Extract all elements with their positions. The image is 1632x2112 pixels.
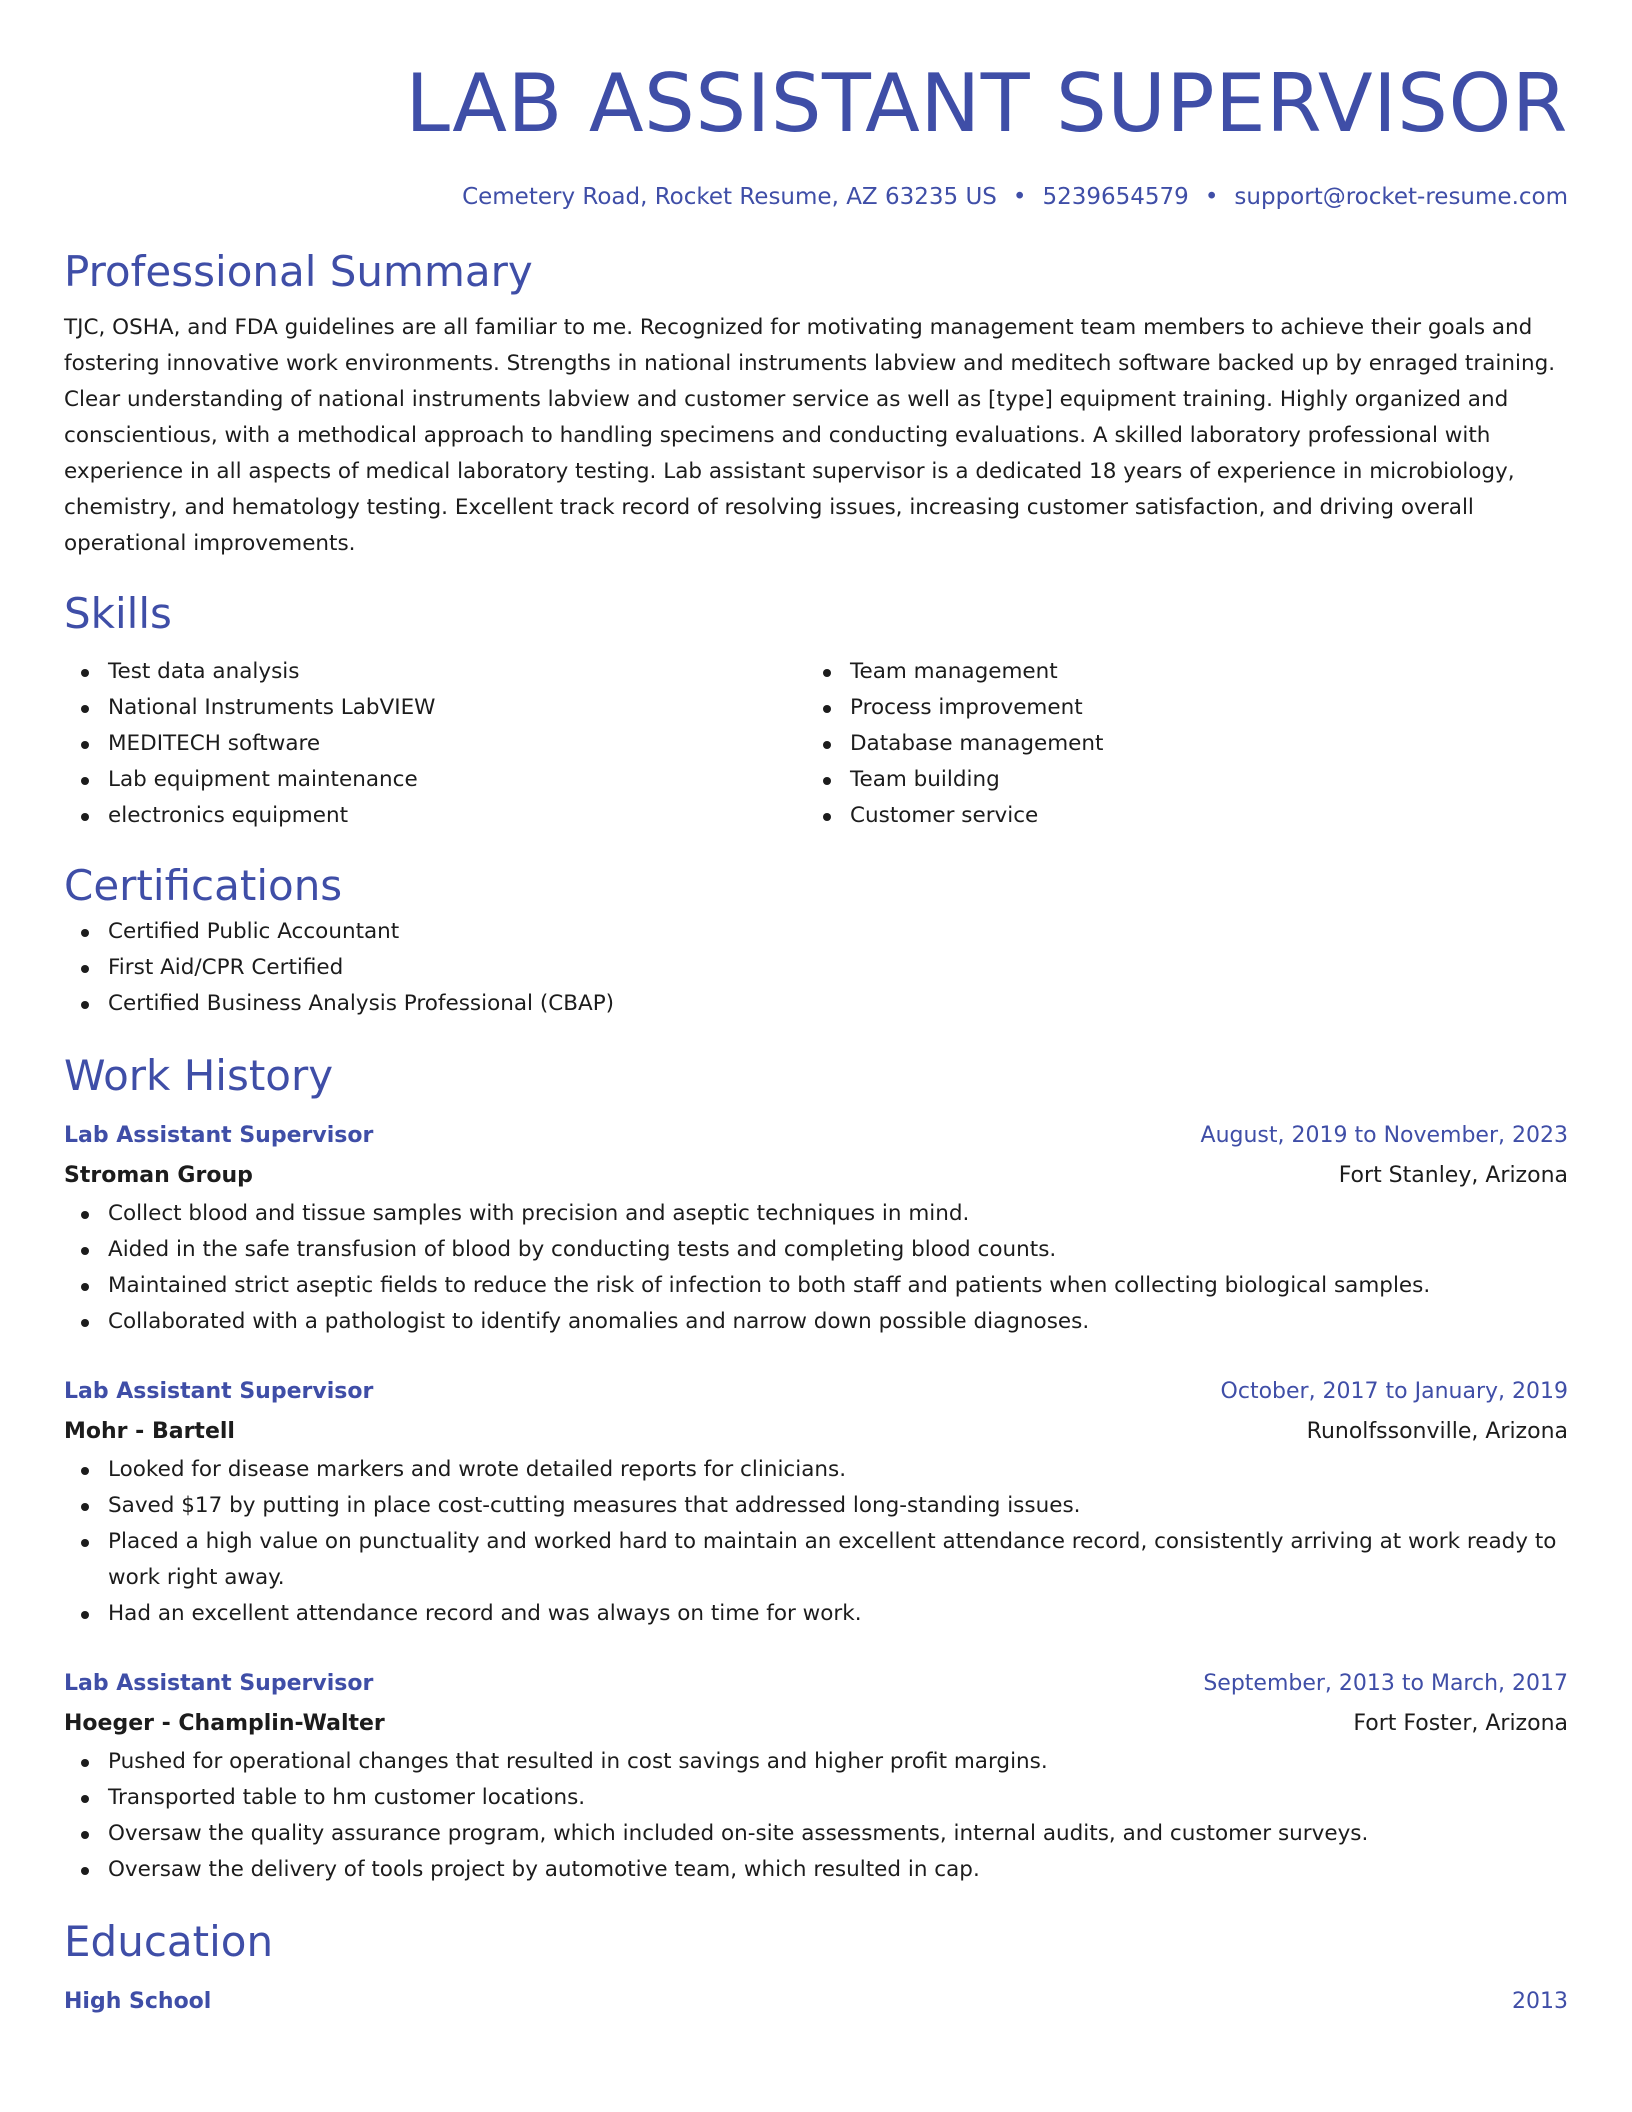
- skill-item: National Instruments LabVIEW: [64, 690, 806, 726]
- contact-line: [64, 180, 1568, 214]
- summary-text: TJC, OSHA, and FDA guidelines are all familiar to me. Recognized for motivating management team members to achieve their goals and fostering innovative work environments. Strengths in national instruments labview and meditech software backed up by enraged training. Clear understanding of national instruments labview and customer service as well as [type] equipment training. Highly organized and conscientious, with a methodical approach to handling specimens and conducting evaluations. A skilled laboratory professional with experience in all aspects of medical laboratory testing. Lab assistant supervisor is a dedicated 18 years of experience in microbiology, chemistry, and hematology testing. Excellent track record of resolving issues, increasing customer satisfaction, and driving overall operational improvements.: [64, 315, 1556, 556]
- job-bullet: Pushed for operational changes that resulted in cost savings and higher profit margins.: [64, 1744, 1568, 1780]
- education-entry: [64, 1982, 1568, 2022]
- resume-header: [64, 0, 1568, 214]
- skill-item: Team building: [806, 762, 1548, 798]
- section-title-certifications: Certifications: [64, 861, 343, 910]
- job-entry: [64, 1372, 1568, 1632]
- skill-item: electronics equipment: [64, 798, 806, 834]
- job-bullet: Oversaw the delivery of tools project by automotive team, which resulted in cap.: [64, 1852, 1568, 1888]
- job-dates: September, 2013 to March, 2017: [1203, 1671, 1568, 1696]
- job-bullet: Had an excellent attendance record and was always on time for work.: [64, 1596, 1568, 1632]
- job-title: Lab Assistant Supervisor: [64, 1671, 374, 1696]
- job-bullet: Collect blood and tissue samples with precision and aseptic techniques in mind.: [64, 1196, 1568, 1232]
- job-company: Hoeger - Champlin-Walter: [64, 1711, 385, 1736]
- job-entry: [64, 1664, 1568, 1888]
- job-title: Lab Assistant Supervisor: [64, 1123, 374, 1148]
- skills-column-left: [64, 654, 806, 834]
- job-bullet: Looked for disease markers and wrote detailed reports for clinicians.: [64, 1452, 1568, 1488]
- section-title-skills: Skills: [64, 589, 172, 638]
- skills-grid: [64, 654, 1568, 834]
- job-bullet: Oversaw the quality assurance program, which included on-site assessments, internal audits, and customer surveys.: [64, 1816, 1568, 1852]
- contact-separator: •: [1204, 184, 1219, 210]
- job-location: Runolfssonville, Arizona: [1306, 1419, 1568, 1444]
- job-bullet: Aided in the safe transfusion of blood by conducting tests and completing blood counts.: [64, 1232, 1568, 1268]
- job-title: Lab Assistant Supervisor: [64, 1379, 374, 1404]
- job-bullet: Collaborated with a pathologist to identify anomalies and narrow down possible diagnoses.: [64, 1304, 1568, 1340]
- skill-item: Customer service: [806, 798, 1548, 834]
- certification-item: Certified Public Accountant: [64, 914, 1568, 950]
- job-location: Fort Stanley, Arizona: [1338, 1163, 1568, 1188]
- skill-item: Process improvement: [806, 690, 1548, 726]
- job-bullet: Saved $17 by putting in place cost-cutting measures that addressed long-standing issues.: [64, 1488, 1568, 1524]
- skill-item: Team management: [806, 654, 1548, 690]
- job-bullet: Maintained strict aseptic fields to reduce the risk of infection to both staff and patients when collecting biological samples.: [64, 1268, 1568, 1304]
- skill-item: Test data analysis: [64, 654, 806, 690]
- job-company: Mohr - Bartell: [64, 1419, 235, 1444]
- certification-list: [64, 914, 1568, 1022]
- job-dates: October, 2017 to January, 2019: [1220, 1379, 1568, 1404]
- skill-item: MEDITECH software: [64, 726, 806, 762]
- candidate-name: LAB ASSISTANT SUPERVISOR: [405, 57, 1568, 150]
- phone-number: 5239654579: [1042, 184, 1189, 210]
- job-dates: August, 2019 to November, 2023: [1200, 1123, 1568, 1148]
- job-location: Fort Foster, Arizona: [1353, 1711, 1568, 1736]
- resume-page: [64, 0, 1568, 2022]
- job-company: Stroman Group: [64, 1163, 253, 1188]
- skill-item: Database management: [806, 726, 1548, 762]
- education-year: 2013: [1512, 1989, 1568, 2014]
- job-bullet: Placed a high value on punctuality and worked hard to maintain an excellent attendance record, consistently arriving at work ready to work right away.: [64, 1524, 1568, 1596]
- certification-item: First Aid/CPR Certified: [64, 950, 1568, 986]
- certification-item: Certified Business Analysis Professional (CBAP): [64, 986, 1568, 1022]
- contact-separator: •: [1012, 184, 1027, 210]
- education-degree: High School: [64, 1989, 212, 2014]
- section-title-summary: Professional Summary: [64, 247, 533, 296]
- section-title-work-history: Work History: [64, 1051, 334, 1100]
- job-entry: [64, 1116, 1568, 1340]
- skill-item: Lab equipment maintenance: [64, 762, 806, 798]
- job-bullet: Transported table to hm customer locations.: [64, 1780, 1568, 1816]
- skills-column-right: [806, 654, 1548, 834]
- address: Cemetery Road, Rocket Resume, AZ 63235 US: [462, 184, 997, 210]
- section-title-education: Education: [64, 1917, 274, 1966]
- email-address: support@rocket-resume.com: [1234, 184, 1568, 210]
